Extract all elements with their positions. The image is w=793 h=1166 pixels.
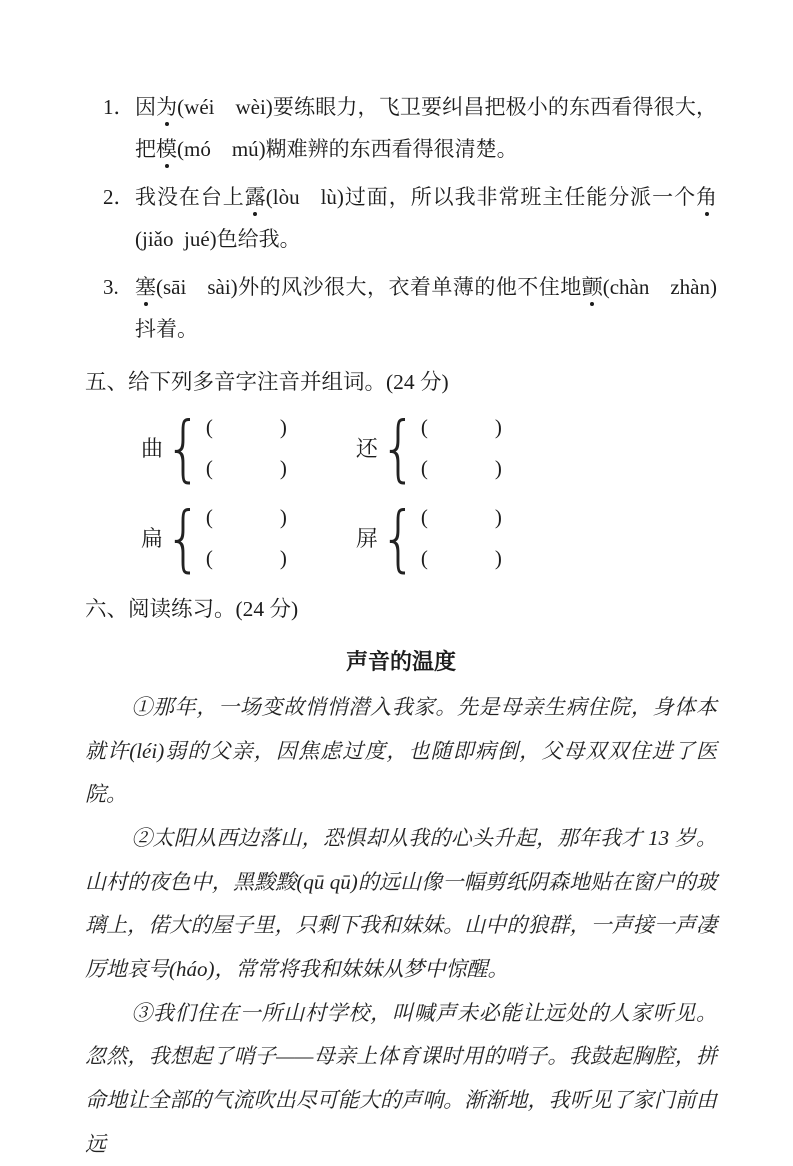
answer-blank: ( ): [420, 455, 503, 480]
section-five: [85, 364, 717, 581]
item-number: 3.: [103, 275, 119, 299]
emphasized-char: 露: [245, 176, 266, 218]
brace-icon: {: [379, 405, 417, 491]
polyphone-char: 还: [355, 436, 378, 462]
answer-blank: ( ): [420, 504, 503, 529]
emphasized-char: 角: [696, 176, 717, 218]
polyphone-char: 屏: [355, 526, 378, 552]
worksheet-page: [85, 86, 717, 1166]
numbered-sentence: [85, 176, 717, 260]
passage-paragraph: ③我们住在一所山村学校，叫喊声未必能让远处的人家听见。忽然，我想起了哨子——母亲上体育课时用的哨子。我鼓起胸腔，拼命地让全部的气流吹出尽可能大的声响。渐渐地，我听见了家门前由远: [85, 1000, 717, 1156]
polyphone-char: 扁: [141, 526, 164, 552]
section-six-heading: 六、阅读练习。(24 分): [85, 596, 299, 621]
text-run: (lòu lù)过面，所以我非常班主任能分派一个: [265, 185, 697, 209]
answer-blank: ( ): [205, 504, 288, 529]
emphasized-char: 塞: [135, 266, 156, 308]
answer-blank: ( ): [205, 414, 288, 439]
sentence-text: [135, 86, 717, 170]
passage-paragraph: ②太阳从西边落山，恐惧却从我的心头升起，那年我才 13 岁。山村的夜色中，黑黢黢(qū qū)的远山像一幅剪纸阴森地贴在窗户的玻璃上，偌大的屋子里，只剩下我和妹妹。山中的狼群，一声接一声凄厉地哀号(háo)，常常将我和妹妹从梦中惊醒。: [85, 826, 717, 982]
answer-rows: [206, 415, 288, 481]
item-number: 2．: [103, 185, 135, 209]
polyphone-group: [355, 405, 503, 491]
emphasized-char: 颤: [582, 266, 603, 308]
passage-paragraph: ①那年，一场变故悄悄潜入我家。先是母亲生病住院，身体本就许(léi)弱的父亲，因焦虑过度，也随即病倒，父母双双住进了医院。: [85, 695, 717, 807]
sentence-text: [135, 176, 717, 260]
section-four-answers: [85, 86, 717, 350]
reading-passage: [85, 686, 717, 1166]
answer-blank: ( ): [420, 414, 503, 439]
text-run: 因: [135, 95, 157, 119]
polyphone-char: 曲: [141, 436, 164, 462]
text-run: (jiǎo jué)色给我。: [135, 227, 301, 251]
text-run: (wéi wèi)要练眼力，飞卫要纠昌把极小的东西看得很大，把: [135, 95, 717, 161]
polyphone-group: [355, 495, 503, 581]
emphasized-char: 为: [156, 86, 177, 128]
answer-blank: ( ): [420, 545, 503, 570]
emphasized-char: 模: [156, 128, 177, 170]
text-run: (chàn zhàn)抖着。: [135, 275, 717, 341]
polyphone-groups: [141, 405, 717, 581]
answer-rows: [206, 505, 288, 571]
text-run: 我没在台上: [135, 185, 245, 209]
brace-icon: {: [379, 495, 417, 581]
numbered-sentence: [85, 86, 717, 170]
pinyin-choice-answer-list: [85, 86, 717, 350]
text-run: (sāi sài)外的风沙很大，衣着单薄的他不住地: [156, 275, 582, 299]
item-number: 1．: [103, 95, 135, 119]
numbered-sentence: [85, 266, 717, 350]
sentence-text: [135, 266, 717, 350]
answer-rows: [421, 415, 503, 481]
section-six: [85, 591, 717, 1166]
polyphone-group: [141, 405, 288, 491]
polyphone-group: [141, 495, 288, 581]
answer-blank: ( ): [205, 455, 288, 480]
answer-rows: [421, 505, 503, 571]
answer-blank: ( ): [205, 545, 288, 570]
brace-icon: {: [165, 405, 202, 491]
section-five-heading: 五、给下列多音字注音并组词。(24 分): [85, 370, 449, 394]
text-run: (mó mú)糊难辨的东西看得很清楚。: [177, 137, 518, 161]
passage-title: 声音的温度: [345, 649, 456, 675]
brace-icon: {: [165, 495, 202, 581]
